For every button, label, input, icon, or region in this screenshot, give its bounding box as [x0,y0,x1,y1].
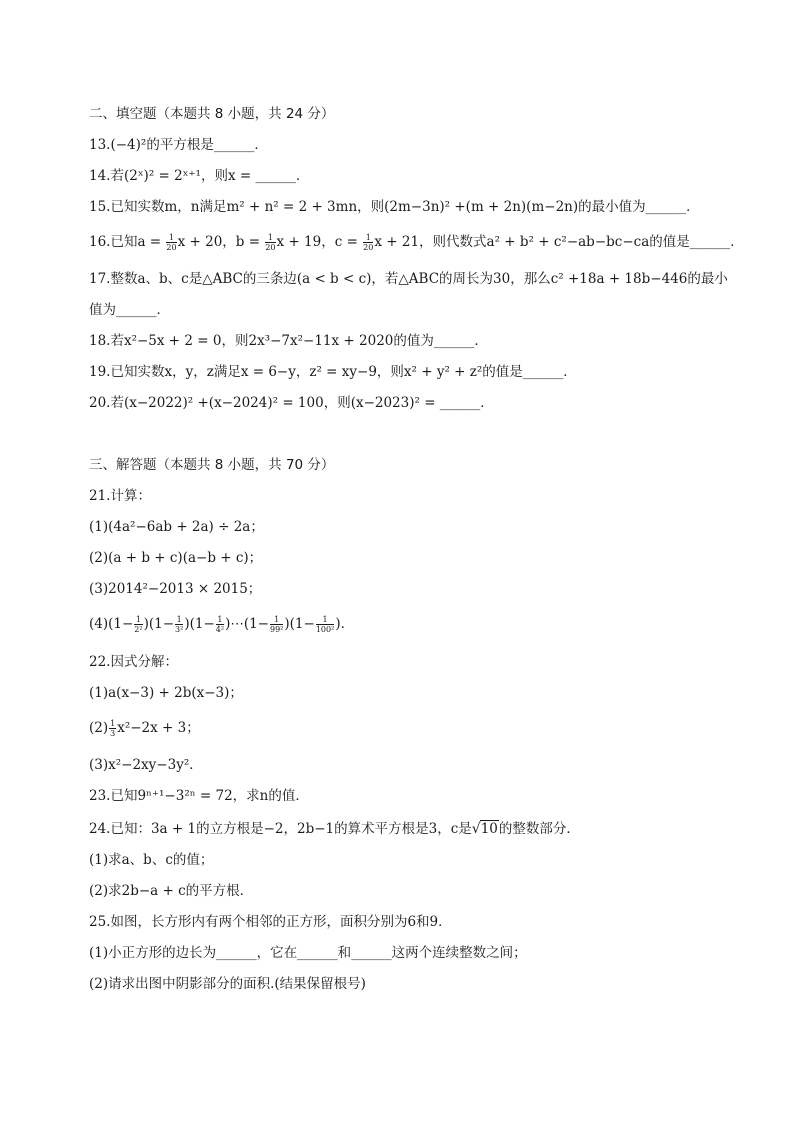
question-25-1: (1)小正方形的边长为______，它在______和______这两个连续整数之间； [89,945,527,961]
question-15: 15.已知实数m，n满足m² + n² = 2 + 3mn，则(2m−3n)² +(m + 2n)(m−2n)的最小值为______． [89,199,700,215]
sqrt-symbol: √ [471,821,481,837]
fraction: $\frac{1}{20}$ [363,233,374,252]
section-title-fill-in: 二、填空题（本题共 8 小题，共 24 分） [89,106,335,122]
question-21-2: (2)(a + b + c)(a−b + c)； [89,550,263,566]
fraction: $\frac{1}{3}$ [110,719,116,738]
question-17-line1: 17.整数a、b、c是△ABC的三条边(a < b < c)，若△ABC的周长为30，那么c² +18a + 18b−446的最小 [89,271,728,287]
question-21-3: (3)2014²−2013 × 2015； [89,581,262,597]
question-24: 24.已知：3a + 1的立方根是−2，2b−1的算术平方根是3，c是√10的整数部分． [89,821,580,837]
question-20: 20.若(x−2022)² +(x−2024)² = 100，则(x−2023)² = ______． [89,395,494,411]
question-22-1: (1)a(x−3) + 2b(x−3)； [89,685,243,701]
question-23: 23.已知9ⁿ⁺¹−3²ⁿ = 72，求n的值． [89,788,309,804]
question-24-2: (2)求2b−a + c的平方根． [89,883,254,899]
fraction: $\frac{1}{\text{3²}}$ [175,615,184,634]
question-22-2: (2) $\frac{1}{3}$ x²−2x + 3； [89,719,200,738]
question-22-3: (3)x²−2xy−3y²． [89,757,203,773]
fraction: $\frac{1}{\text{99²}}$ [270,615,284,634]
question-14: 14.若(2ˣ)² = 2ˣ⁺¹，则x = ______． [89,168,310,184]
fraction: $\frac{1}{20}$ [166,233,177,252]
radicand: 10 [480,821,498,837]
fraction: $\frac{1}{\text{100²}}$ [315,615,335,634]
question-21-1: (1)(4a²−6ab + 2a) ÷ 2a； [89,519,264,535]
question-21: 21.计算： [89,488,151,504]
question-19: 19.已知实数x，y，z满足x = 6−y，z² = xy−9，则x² + y² + z²的值是______． [89,364,577,380]
question-25-2: (2)请求出图中阴影部分的面积.(结果保留根号) [89,976,366,992]
question-16: 16.已知a = $\frac{1}{20}$ x + 20，b = $\frac{1}{20}$ x + 19，c = $\frac{1}{20}$ x + 21，则代数式a² + b² + c²−ab−bc−ca的值是______． [89,233,744,252]
question-21-4: (4)(1− $\frac{1}{\text{2²}}$ )(1− $\frac{1}{\text{3²}}$ )(1− $\frac{1}{\text{4²}}$ )⋯(1− $\frac{1}{\text{99²}}$ )(1− $\frac{1}{\text{100²}}$ )． [89,615,355,634]
question-13: 13.(−4)²的平方根是______． [89,137,268,153]
fraction: $\frac{1}{\text{4²}}$ [215,615,225,634]
question-24-1: (1)求a、b、c的值； [89,852,214,868]
question-17-line2: 值为______． [89,302,170,318]
question-25: 25.如图，长方形内有两个相邻的正方形，面积分别为6和9． [89,914,452,930]
fraction: $\frac{1}{\text{2²}}$ [134,615,143,634]
section-title-solve: 三、解答题（本题共 8 小题，共 70 分） [89,457,335,473]
fraction: $\frac{1}{20}$ [265,233,276,252]
question-22: 22.因式分解： [89,654,178,670]
question-18: 18.若x²−5x + 2 = 0，则2x³−7x²−11x + 2020的值为______． [89,333,488,349]
